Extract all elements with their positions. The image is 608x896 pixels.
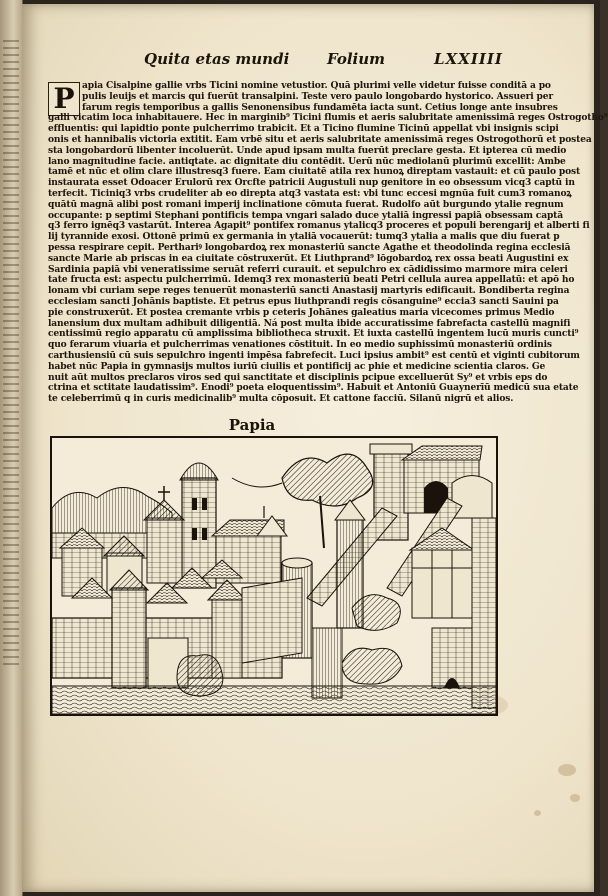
text-line: tate fructa est: aspectu pulcherrimū. Idemq3 rex monasteriū beati Petri cellula aurea appellatū: et apō ho (48, 274, 575, 286)
woodcut-title: Papia (228, 416, 276, 434)
text-line: ctrina et sctitate laudatissim⁹. Enodi⁹ poeta eloquentissim⁹. Habuit et Antoniū Guaynerīū medicū sua etate (48, 382, 579, 394)
previous-page-edge (0, 0, 23, 896)
text-line: carthusiensiū cū suis sepulchro ingenti impēsa fabrefecit. Luci ipsius ambit⁹ est centū et viginti cubitorum (48, 350, 580, 361)
text-line: q3 ferro ignēq3 vastarūt. Interea Agapit⁹ pontifex romanus ytalicq3 proceres et populi berengarij et alberti fi (48, 220, 590, 232)
text-line: quo ferarum viuaria et pulcherrimas venationes cōstituit. In eo medio suphissimū monasteriū ordinis (48, 339, 552, 351)
text-line: instaurata esset Odoacer Erulorū rex Orcfte patricii Augustuli nup genitore in eo obsessum vicq3 captū in (48, 177, 575, 189)
text-line: tamē et nūc et olim clare illustresq3 fuere. Eam ciuitatē atila rex hunoꝝ direptam vastauit: et cū paulo post (48, 166, 581, 178)
text-line: quātū magnā alibi post romani imperij inclinatione cōmuta fuerat. Rudolfo aūt burgundo ytalie regnum (48, 198, 564, 210)
text-line: nuit aūt multos preclaros viros sed qui sanctitate et disciplinis pcipue excelluerūt Sy⁹ et vrbis eps do (48, 371, 548, 383)
header-folio-number: LXXIIII (434, 50, 503, 68)
text-line: effluentis: qui lapidtio ponte pulcherrimo trabicit. Et a Ticino flumine Ticinū appellat vbi insignis scipi (48, 123, 559, 135)
text-line: lano magnitudine facie. antiqtate. ac dignitate diu contēdit. Uerū nūc mediolanū plurimū excellit: Ambe (48, 155, 566, 167)
text-line: onis et hannibalis victoria extitit. Eam vrbē situ et aeris salubritate amenissimā reges Ostrogothorū et postea (48, 134, 592, 145)
text-line: pulis leuijs et marcis qui fuerūt transalpini. Teste vero paulo longobardo hystorico. Assueri per (82, 90, 554, 102)
text-line: farum regis temporibus a gallis Senonensibus fundamēta iacta sunt. Cetius longe ante insubres (82, 101, 558, 113)
page-header (142, 50, 542, 74)
decorated-initial: P (48, 82, 80, 116)
text-line: occupante: p septimi Stephani pontificis tempa vngari salado duce ytaliā ingressi papiā obsessam captā (48, 209, 563, 221)
header-era: Quita etas mundi (144, 50, 290, 68)
text-line: lij tyrannide exosi. Ottonē primū ex germania in ytaliā vocauerūt: tumq3 ytalia a malis que diu fuerat p (48, 231, 560, 243)
text-line: lanensium dux multam adhibuit diligentiā. Ná post multa ibide accuratissime fabrefacta castellū magnifi (48, 317, 571, 329)
text-line: habet nūc Papia in gymnasijs multos iuriū ciuilis et pontificij ac phie et medicine scientia claros. Ge (48, 360, 546, 372)
foxing-stain (534, 810, 541, 816)
text-line: lonam vbi curiam sepe reges tenuerūt monasteriū sancti Anastasij martyris edificauit. Bondiberta regina (48, 285, 570, 297)
book-page (22, 4, 608, 892)
text-line: galli vicatim loca inhabitauere. Hec in marginib⁹ Ticini flumis et aeris salubritate amenissimā reges Ostrogotho⁹ (48, 112, 608, 124)
woodcut-illustration (50, 436, 498, 716)
text-line: Sardinia papiā vbi veneratissime seruāt referri curauit. et sepulchro ex cādidissimo marmore mira celeri (48, 263, 568, 275)
text-line: pie construxerūt. Et postea cremante vrbis p ceteris Johānes galeatius maria vicecomes primus Medio (48, 306, 555, 318)
text-line: centissimū regio apparatu cū amplissima bibliotheca struxit. Et iuxta castellū ingentem lucū muris cuncti⁹ (48, 328, 579, 340)
body-text (48, 80, 608, 406)
text-line: te celeberrimū q in curis medicinalib⁹ multa cōposuit. Et cattone facciū. Silanū nigrū et alios. (48, 393, 514, 405)
foxing-stain (558, 764, 576, 776)
text-line: ecclesiam sancti Johānis baptiste. Et petrus epus liuthprandi regis cōsanguine⁹ eccia3 sancti Sauini pa (48, 296, 559, 307)
text-line: sta longobardorū libenter incoluerūt. Unde apud ipsam multa fuerūt preclare gesta. Et ipterea cū medio (48, 144, 567, 156)
previous-page-text-lines (3, 40, 19, 670)
text-line: terfecit. Ticiniq3 vrbs crudeliter ab eo direpta atq3 vastata est: vbi tunc eccesi mgnūa fuit cum3 romanoꝝ (48, 188, 572, 199)
city-view-woodcut (52, 438, 496, 714)
text-line: sancte Marie ab priscas in ea ciuitate cōstruxerūt. Et Liuthprand⁹ lōgobardoꝝ rex ossa beati Augustini ex (48, 252, 569, 264)
header-folium: Folium (327, 50, 386, 68)
foxing-stain (570, 794, 580, 802)
text-line: apia Cisalpine gallie vrbs Ticini nomine vetustior. Quā plurimi velle videtur fuisse conditā a po (82, 80, 551, 91)
text-line: pessa respirare cepit. Perthariꝰ longobardoꝝ rex monasteriū sancte Agathe et theodolinda regina ecclesiā (48, 242, 571, 253)
